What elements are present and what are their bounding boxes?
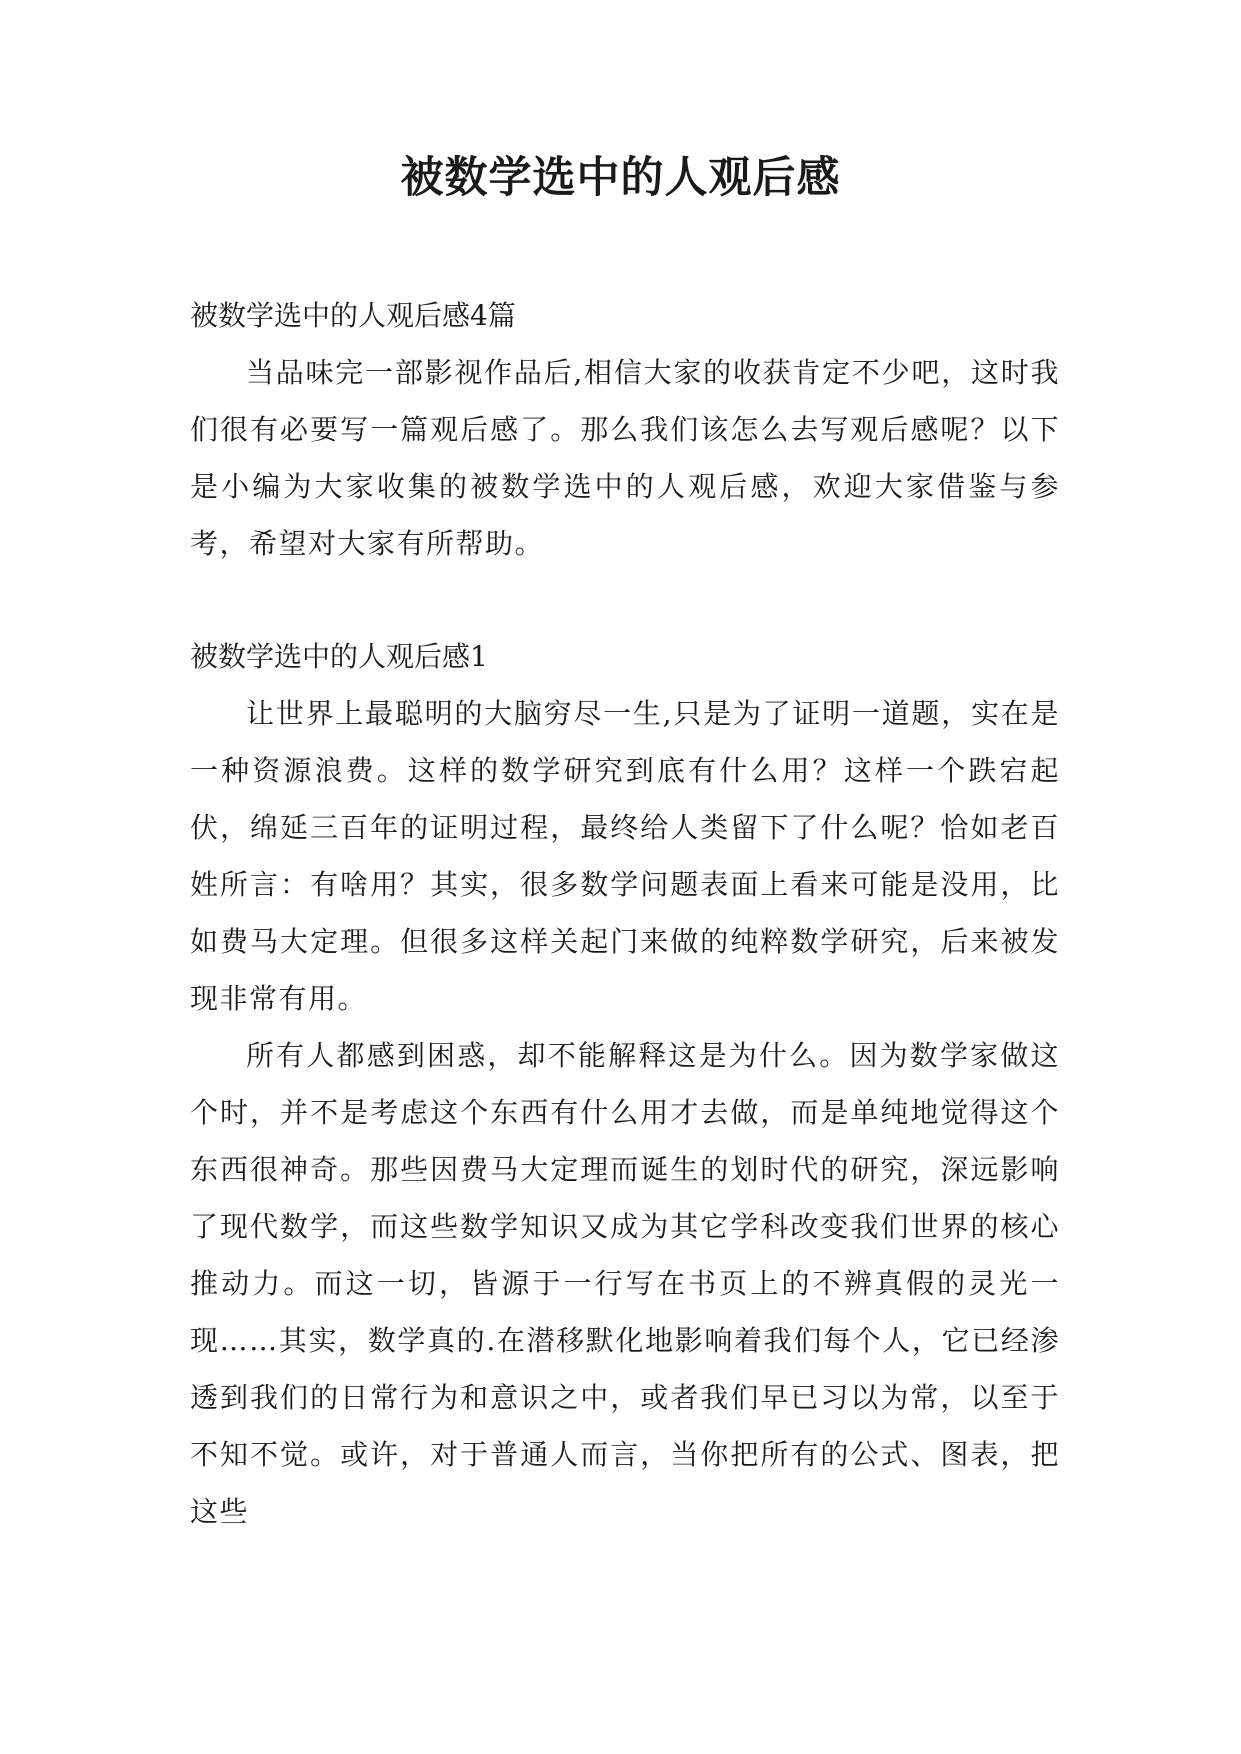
- document-title: 被数学选中的人观后感: [400, 153, 841, 203]
- section-1-paragraph-1: 让世界上最聪明的大脑穷尽一生,只是为了证明一道题，实在是一种资源浪费。这样的数学研究到底有什么用？这样一个跌宕起伏，绵延三百年的证明过程，最终给人类留下了什么呢？恰如老百姓所言：有啥用？其实，很多数学问题表面上看来可能是没用，比如费马大定理。但很多这样关起门来做的纯粹数学研究，后来被发现非常有用。: [190, 697, 1060, 1015]
- section-spacer: [190, 572, 1060, 629]
- section-1-paragraph-2: 所有人都感到困惑，却不能解释这是为什么。因为数学家做这个时，并不是考虑这个东西有什么用才去做，而是单纯地觉得这个东西很神奇。那些因费马大定理而诞生的划时代的研究，深远影响了现代数学，而这些数学知识又成为其它学科改变我们世界的核心推动力。而这一切，皆源于一行写在书页上的不辨真假的灵光一现……其实，数学真的.在潜移默化地影响着我们每个人，它已经渗透到我们的日常行为和意识之中，或者我们早已习以为常，以至于不知不觉。或许，对于普通人而言，当你把所有的公式、图表，把这些: [190, 1039, 1060, 1528]
- section-1-heading: 被数学选中的人观后感1: [190, 640, 488, 673]
- document-body: [190, 288, 1060, 1540]
- intro-paragraph: 当品味完一部影视作品后,相信大家的收获肯定不少吧，这时我们很有必要写一篇观后感了。那么我们该怎么去写观后感呢？以下是小编为大家收集的被数学选中的人观后感，欢迎大家借鉴与参考，希望对大家有所帮助。: [190, 356, 1060, 560]
- intro-heading: 被数学选中的人观后感4篇: [190, 299, 516, 332]
